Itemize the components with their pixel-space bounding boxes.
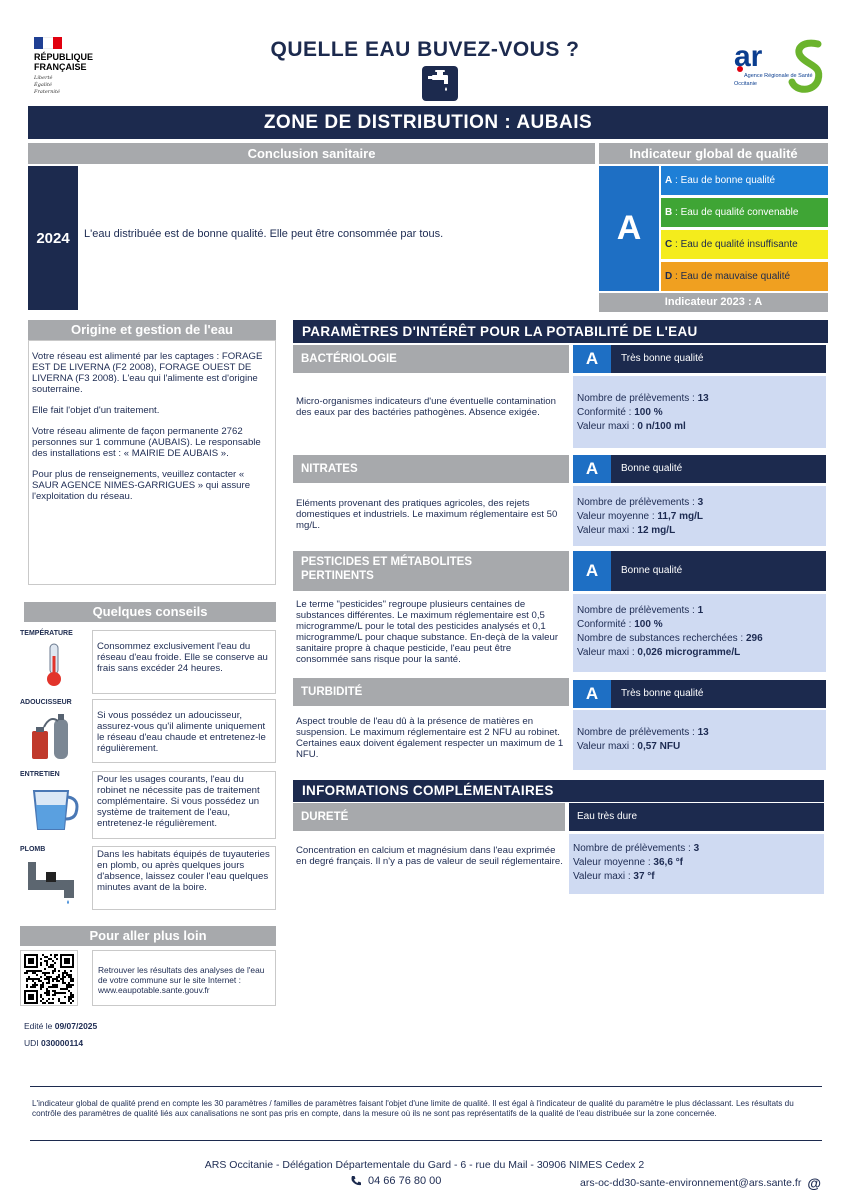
footer-divider-top bbox=[30, 1086, 822, 1087]
more-heading: Pour aller plus loin bbox=[20, 926, 276, 946]
legend-letter: B bbox=[665, 207, 673, 218]
turbidity-label: Très bonne qualité bbox=[611, 680, 826, 708]
origin-contact: Pour plus de renseignements, veuillez contacter « SAUR AGENCE NIMES-GARRIGUES » qui assure l'exploitation du réseau. bbox=[32, 469, 251, 502]
bacteriology-heading: BACTÉRIOLOGIE bbox=[293, 345, 569, 373]
hardness-heading: DURETÉ bbox=[293, 803, 565, 831]
legend-row-c bbox=[661, 230, 828, 259]
tip-lead bbox=[20, 846, 276, 910]
stat-key: Nombre de prélèvements : bbox=[577, 605, 698, 616]
conclusion-year: 2024 bbox=[28, 166, 78, 310]
stat-key: Valeur maxi : bbox=[577, 647, 638, 658]
tip-label: TEMPÉRATURE bbox=[20, 630, 73, 637]
udi-value: 030000114 bbox=[41, 1038, 84, 1048]
more-text: Retrouver les résultats des analyses de l'eau de votre commune sur le site Internet : www.eaupotable.sante.gouv.fr bbox=[92, 950, 276, 1006]
tip-maintenance bbox=[20, 771, 276, 837]
svg-text:ar: ar bbox=[734, 40, 763, 73]
rf-motto-3: Fraternité bbox=[34, 89, 60, 95]
turbidity-stats bbox=[573, 710, 826, 770]
legend-text: : Eau de bonne qualité bbox=[672, 175, 776, 186]
stat-value: 13 bbox=[697, 727, 709, 738]
hardness-stats bbox=[569, 834, 824, 894]
stat-key: Valeur maxi : bbox=[577, 421, 638, 432]
global-grade-badge: A bbox=[599, 166, 659, 291]
tip-text: Si vous possédez un adoucisseur, assurez-vous qu'il alimente uniquement le réseau d'eau chaude et entretenez-le régulièrement. bbox=[92, 699, 276, 763]
turbidity-grade: A bbox=[573, 680, 611, 708]
tip-text: Pour les usages courants, l'eau du robinet ne nécessite pas de traitement complémentaire. Si vous possédez un système de traitement de l'eau, entretenez-le régulièrement. bbox=[92, 771, 276, 839]
ars-region: Occitanie bbox=[734, 81, 757, 87]
stat-key: Conformité : bbox=[577, 619, 635, 630]
legend-letter: A bbox=[665, 175, 673, 186]
origin-panel bbox=[28, 340, 276, 585]
stat-value: 13 bbox=[697, 393, 709, 404]
stat-key: Valeur moyenne : bbox=[573, 857, 654, 868]
turbidity-description: Aspect trouble de l'eau dû à la présence de matières en suspension. Le maximum réglementaire est 2 NFU au robinet. Certaines eaux doivent également respecter un maximum de 1 NFU. bbox=[296, 716, 564, 760]
legend-text: : Eau de qualité convenable bbox=[672, 207, 799, 218]
stat-key: Nombre de substances recherchées : bbox=[577, 633, 746, 644]
origin-network: Votre réseau alimente de façon permanente 2762 personnes sur 1 commune (AUBAIS). Le responsable des installations est : « MAIRIE DE AUBAIS ». bbox=[32, 426, 261, 459]
origin-heading: Origine et gestion de l'eau bbox=[28, 320, 276, 340]
conclusion-text: L'eau distribuée est de bonne qualité. Elle peut être consommée par tous. bbox=[84, 228, 444, 240]
ars-logo bbox=[730, 36, 830, 98]
stat-value: 11,7 mg/L bbox=[657, 511, 703, 522]
nitrates-heading: NITRATES bbox=[293, 455, 569, 483]
stat-key: Nombre de prélèvements : bbox=[573, 843, 694, 854]
ars-subtitle: Agence Régionale de Santé bbox=[744, 73, 813, 79]
water-tap-icon bbox=[422, 66, 458, 101]
tip-softener bbox=[20, 699, 276, 763]
pesticides-title-line2: PERTINENTS bbox=[301, 570, 374, 582]
stat-value: 0,026 microgramme/L bbox=[637, 647, 741, 658]
page-title: QUELLE EAU BUVEZ-VOUS ? bbox=[270, 38, 580, 61]
qr-code[interactable] bbox=[20, 950, 78, 1006]
rf-name-line2: FRANÇAISE bbox=[34, 62, 87, 72]
stat-value: 0 n/100 ml bbox=[637, 421, 686, 432]
conclusion-heading: Conclusion sanitaire bbox=[28, 143, 595, 164]
stat-value: 3 bbox=[693, 843, 700, 854]
stat-value: 296 bbox=[745, 633, 763, 644]
stat-value: 100 % bbox=[634, 407, 663, 418]
stat-key: Valeur maxi : bbox=[573, 871, 634, 882]
tip-temperature bbox=[20, 630, 276, 694]
zone-title: ZONE DE DISTRIBUTION : AUBAIS bbox=[28, 106, 828, 139]
thermometer-icon bbox=[24, 642, 84, 688]
tip-label: PLOMB bbox=[20, 846, 46, 853]
edited-date-line bbox=[24, 1021, 97, 1031]
rf-motto-1: Liberté bbox=[34, 75, 53, 81]
stat-key: Conformité : bbox=[577, 407, 635, 418]
legend-text: : Eau de mauvaise qualité bbox=[672, 271, 791, 282]
stat-key: Valeur moyenne : bbox=[577, 511, 658, 522]
footer-note: L'indicateur global de qualité prend en compte les 30 paramètres / familles de paramètres faisant l'objet d'une limite de qualité. Il est égal à l'indicateur de qualité du paramètre le plus déclassant. Les résultats du contrôle des paramètres de qualité liés aux canalisations ne sont pas pris en compte, dans la mesure où ils ne sont pas représentatifs de la qualité de l'eau distribuée sur la zone concernée. bbox=[32, 1099, 794, 1118]
previous-indicator: Indicateur 2023 : A bbox=[599, 293, 828, 312]
udi-label: UDI bbox=[24, 1038, 41, 1048]
stat-key: Nombre de prélèvements : bbox=[577, 727, 698, 738]
stat-value: 1 bbox=[697, 605, 704, 616]
legend-row-b bbox=[661, 198, 828, 227]
pesticides-stats bbox=[573, 594, 826, 672]
pesticides-heading bbox=[293, 551, 569, 591]
edited-label: Edité le bbox=[24, 1021, 55, 1031]
pesticides-description: Le terme "pesticides" regroupe plusieurs centaines de substances différentes. Le maximum réglementaire est 0,5 microgramme/L pour le total des pesticides analysés et 0,1 microgramme/L pour chaque substance. En-deçà de la valeur sanitaire propre à chaque pesticide, l'eau peut être consommée sans risque pour la santé. bbox=[296, 599, 559, 665]
stat-key: Valeur maxi : bbox=[577, 741, 638, 752]
bacteriology-stats bbox=[573, 376, 826, 448]
nitrates-label: Bonne qualité bbox=[611, 455, 826, 483]
rf-motto-2: Égalité bbox=[34, 82, 52, 88]
legend-letter: D bbox=[665, 271, 673, 282]
stat-value: 12 mg/L bbox=[637, 525, 676, 536]
stat-key: Valeur maxi : bbox=[577, 525, 638, 536]
stat-value: 37 °f bbox=[633, 871, 655, 882]
tip-label: ADOUCISSEUR bbox=[20, 699, 72, 706]
footer-phone[interactable] bbox=[350, 1175, 441, 1187]
nitrates-grade: A bbox=[573, 455, 611, 483]
indicator-heading: Indicateur global de qualité bbox=[599, 143, 828, 164]
nitrates-description: Eléments provenant des pratiques agricoles, des rejets domestiques et industriels. Le maximum réglementaire est 50 mg/L. bbox=[296, 498, 558, 531]
email-address: ars-oc-dd30-sante-environnement@ars.sante.fr bbox=[580, 1177, 802, 1189]
french-flag-icon bbox=[34, 37, 62, 49]
pesticides-grade: A bbox=[573, 551, 611, 591]
stat-key: Nombre de prélèvements : bbox=[577, 497, 698, 508]
bacteriology-description: Micro-organismes indicateurs d'une éventuelle contamination des eaux par des bactéries pathogènes. Absence exigée. bbox=[296, 396, 556, 418]
tip-label: ENTRETIEN bbox=[20, 771, 60, 778]
pesticides-title-line1: PESTICIDES ET MÉTABOLITES bbox=[301, 556, 473, 568]
tips-heading: Quelques conseils bbox=[24, 602, 276, 622]
stat-value: 3 bbox=[697, 497, 704, 508]
republique-francaise-logo bbox=[34, 37, 124, 96]
origin-treatment: Elle fait l'objet d'un traitement. bbox=[32, 405, 160, 416]
bacteriology-label: Très bonne qualité bbox=[611, 345, 826, 373]
legend-text: : Eau de qualité insuffisante bbox=[672, 239, 798, 250]
legend-letter: C bbox=[665, 239, 673, 250]
rf-name-line1: RÉPUBLIQUE bbox=[34, 52, 94, 62]
nitrates-stats bbox=[573, 486, 826, 546]
turbidity-heading: TURBIDITÉ bbox=[293, 678, 569, 706]
stat-value: 100 % bbox=[634, 619, 663, 630]
at-sign-icon: @ bbox=[807, 1175, 822, 1191]
info-heading: INFORMATIONS COMPLÉMENTAIRES bbox=[293, 780, 824, 802]
water-jug-icon bbox=[24, 783, 84, 829]
footer-divider-bottom bbox=[30, 1140, 822, 1141]
origin-sources: Votre réseau est alimenté par les captages : FORAGE EST DE LIVERNA (F2 2008), FORAGE OUEST DE LIVERNA (F3 2008). L'eau qui l'alimente est d'origine souterraine. bbox=[32, 351, 263, 395]
stat-key: Nombre de prélèvements : bbox=[577, 393, 698, 404]
legend-row-d bbox=[661, 262, 828, 291]
bacteriology-grade: A bbox=[573, 345, 611, 373]
lead-pipe-icon bbox=[24, 858, 84, 904]
hardness-description: Concentration en calcium et magnésium dans l'eau exprimée en degré français. Il n'y a pas de valeur de seuil réglementaire. bbox=[296, 845, 563, 867]
stat-value: 0,57 NFU bbox=[637, 741, 681, 752]
pesticides-label: Bonne qualité bbox=[611, 551, 826, 591]
hardness-label: Eau très dure bbox=[569, 803, 824, 831]
params-heading: PARAMÈTRES D'INTÉRÊT POUR LA POTABILITÉ DE L'EAU bbox=[293, 320, 828, 343]
footer-email[interactable] bbox=[580, 1175, 821, 1191]
legend-row-a bbox=[661, 166, 828, 195]
tip-text: Consommez exclusivement l'eau du réseau d'eau froide. Elle se conserve au frais sans excéder 24 heures. bbox=[92, 630, 276, 694]
footer-address: ARS Occitanie - Délégation Départementale du Gard - 6 - rue du Mail - 30906 NIMES Cedex 2 bbox=[204, 1159, 645, 1171]
water-softener-icon bbox=[24, 711, 84, 757]
stat-value: 36,6 °f bbox=[653, 857, 683, 868]
phone-number: 04 66 76 80 00 bbox=[368, 1175, 442, 1187]
udi-line bbox=[24, 1038, 83, 1048]
tip-text: Dans les habitats équipés de tuyauteries en plomb, ou après quelques jours d'absence, laissez couler l'eau quelques minutes avant de la boire. bbox=[92, 846, 276, 910]
phone-icon bbox=[350, 1175, 362, 1187]
edited-date: 09/07/2025 bbox=[54, 1021, 98, 1031]
